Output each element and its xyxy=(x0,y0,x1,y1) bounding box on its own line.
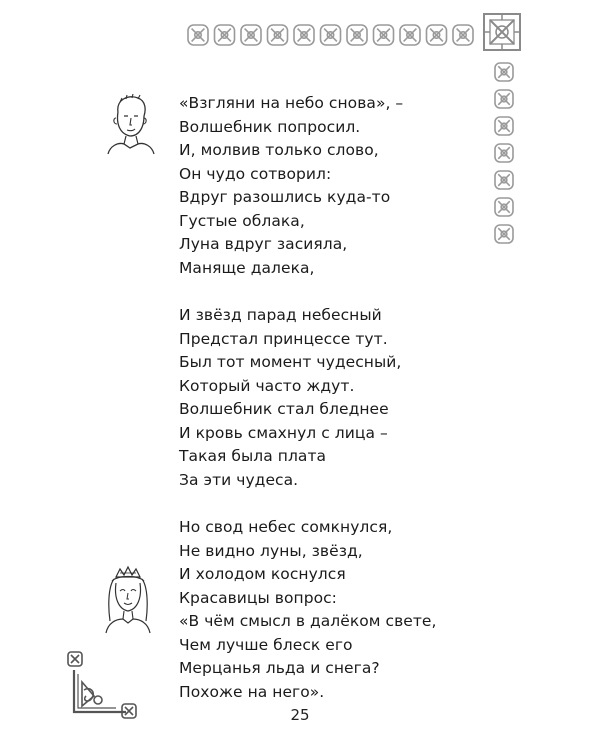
poem-line: Вдруг разошлись куда-то xyxy=(179,188,391,206)
knot-tile-icon xyxy=(188,25,208,45)
stanza-2 xyxy=(179,304,479,492)
poem-line: И, молвив только слово, xyxy=(179,141,379,159)
poem-line: Но свод небес сомкнулся, xyxy=(179,518,393,536)
poem-line: Такая была плата xyxy=(179,447,327,465)
knot-tile-icon xyxy=(321,25,341,45)
poem-line: Густые облака, xyxy=(179,211,305,230)
poem-line: Был тот момент чудесный, xyxy=(179,353,402,371)
top-knot-border-icon xyxy=(185,20,477,50)
knot-tile-icon xyxy=(495,225,513,243)
top-right-corner-knot-icon xyxy=(482,12,522,52)
poem-line: Волшебник попросил. xyxy=(179,117,361,136)
knot-tile-icon xyxy=(374,25,394,45)
poem-line: Маняще далека, xyxy=(179,258,315,277)
knot-tile-icon xyxy=(294,25,314,45)
knot-tile-icon xyxy=(215,25,235,45)
poem-line: За эти чудеса. xyxy=(179,470,299,489)
poem-line: Красавицы вопрос: xyxy=(179,588,337,607)
page-number: 25 xyxy=(290,706,310,724)
poem-line: Мерцанья льда и снега? xyxy=(179,659,380,677)
knot-tile-icon xyxy=(495,117,513,135)
knot-tile-icon xyxy=(495,90,513,108)
knot-tile-icon xyxy=(400,25,420,45)
stanza-1 xyxy=(179,92,479,280)
poem-line: И холодом коснулся xyxy=(179,565,346,583)
right-knot-border-icon xyxy=(492,60,516,250)
knot-tile-icon xyxy=(495,198,513,216)
poem-line: Чем лучше блеск его xyxy=(179,635,353,654)
knot-tile-icon xyxy=(453,25,473,45)
knot-tile-icon xyxy=(241,25,261,45)
princess-portrait-icon xyxy=(96,563,160,635)
poem-line: «Взгляни на небо снова», – xyxy=(179,94,404,112)
man-portrait-icon xyxy=(100,92,160,156)
knot-tile-icon xyxy=(347,25,367,45)
poem-line: Он чудо сотворил: xyxy=(179,164,332,183)
knot-tile-icon xyxy=(495,171,513,189)
poem-line: Волшебник стал бледнее xyxy=(179,400,389,418)
knot-tile-icon xyxy=(427,25,447,45)
stanza-3 xyxy=(179,516,479,704)
knot-tile-icon xyxy=(268,25,288,45)
poem-line: Не видно луны, звёзд, xyxy=(179,541,363,560)
poem-line: Который часто ждут. xyxy=(179,376,355,395)
knot-tile-icon xyxy=(495,144,513,162)
poem-line: Похоже на него». xyxy=(179,682,325,701)
poem xyxy=(179,92,479,728)
poem-line: Луна вдруг засияла, xyxy=(179,235,348,253)
poem-line: И звёзд парад небесный xyxy=(179,306,382,324)
poem-line: «В чём смысл в далёком свете, xyxy=(179,612,437,630)
poem-line: И кровь смахнул с лица – xyxy=(179,423,388,442)
poem-line: Предстал принцессе тут. xyxy=(179,329,388,348)
knot-tile-icon xyxy=(495,63,513,81)
